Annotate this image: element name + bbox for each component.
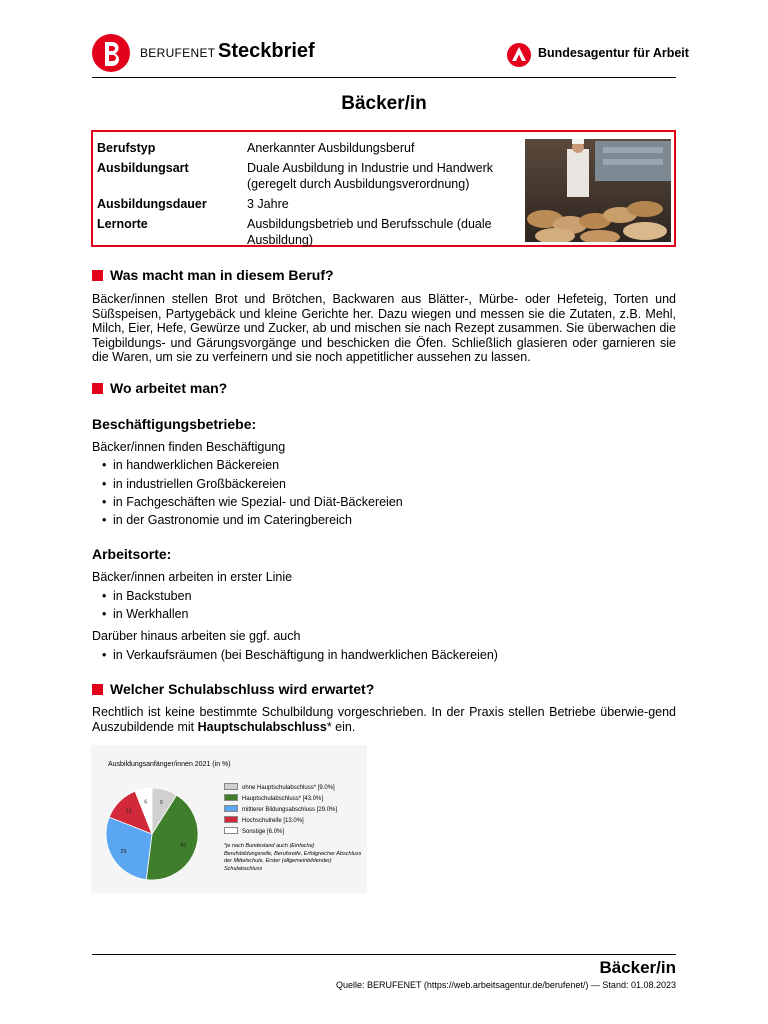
footer-source: Quelle: BERUFENET (https://web.arbeitsagentur.de/berufenet/) — Stand: 01.08.2023 (335, 980, 676, 990)
document-type: Steckbrief (218, 40, 315, 62)
legend-swatch (224, 783, 238, 790)
education-text-end: * ein. (326, 719, 356, 734)
legend-swatch (224, 827, 238, 834)
agency-logo-icon (507, 43, 531, 67)
footer-title: Bäcker/in (599, 958, 676, 977)
info-label: Berufstyp (97, 141, 156, 155)
legend-entry (224, 805, 337, 813)
info-value: Ausbildungsbetrieb und Berufsschule (duale Ausbildung) (247, 217, 492, 247)
tasks-paragraph: Bäcker/innen stellen Brot und Brötchen, Backwaren aus Blätter-, Mürbe- oder Hefeteig, Torten und Süßspeisen, Partygebäck und kleine Gerichte her. Dazu wiegen und messen sie die Zutaten, z.B. Mehl, Milch, Eier, Hefe, Gewürze und Zucker, ab und mischen sie nach Rezept zusammen. Sie überwachen die Teigbildungs- und Gärungsvorgänge und beschicken die Öfen. Schließlich glasieren oder garnieren sie die Waren, um sie zu verfeinern und sie noch appetitlicher aussehen zu lassen. (92, 292, 676, 365)
education-paragraph (92, 705, 676, 734)
section-heading-tasks (92, 267, 334, 283)
legend-label: ohne Hauptschulabschluss* [9.0%] (242, 785, 335, 791)
legend-label: Sonstige [6.0%] (242, 829, 285, 835)
list-item: • in handwerklichen Bäckereien (102, 458, 279, 472)
list-item: • in industriellen Großbäckereien (102, 477, 286, 491)
berufenet-logo-icon (92, 34, 130, 72)
legend-swatch (224, 805, 238, 812)
legend-swatch (224, 816, 238, 823)
info-label: Lernorte (97, 217, 148, 231)
page-title: Bäcker/in (341, 93, 427, 114)
section-marker-icon (92, 270, 103, 281)
section-heading-education (92, 681, 374, 697)
employers-intro: Bäcker/innen finden Beschäftigung (92, 440, 286, 454)
legend-label: Hauptschulabschluss* [43.0%] (242, 796, 324, 802)
pie-slice-label: 13 (125, 808, 132, 815)
workplaces-extra-intro: Darüber hinaus arbeiten sie ggf. auch (92, 629, 301, 643)
section-heading-text: Welcher Schulabschluss wird erwartet? (110, 681, 375, 697)
pie-slice-label: 43 (180, 843, 187, 850)
list-item: • in Fachgeschäften wie Spezial- und Diät-Bäckereien (102, 495, 403, 509)
header-divider (92, 77, 676, 78)
section-marker-icon (92, 383, 103, 394)
agency-name: Bundesagentur für Arbeit (538, 46, 689, 60)
workplaces-heading: Arbeitsorte: (92, 546, 172, 562)
pie-slice-label: 29 (120, 848, 127, 855)
education-text-start: Rechtlich ist keine bestimmte Schulbildung vorgeschrieben. In der Praxis stellen Betriebe überwie-gend Auszubildende mit (92, 705, 676, 734)
list-item: • in der Gastronomie und im Cateringbereich (102, 513, 352, 527)
legend-label: mittlerer Bildungsabschluss [29.0%] (242, 807, 338, 813)
legend-entry (224, 794, 323, 802)
education-pie-chart (91, 745, 367, 893)
pie-chart-svg (105, 787, 209, 881)
info-label: Ausbildungsdauer (97, 197, 207, 211)
legend-swatch (224, 794, 238, 801)
pie-slice-label: 6 (144, 799, 148, 806)
brand-name: BERUFENET (140, 46, 216, 60)
section-heading-text: Wo arbeitet man? (110, 380, 228, 396)
list-item: • in Werkhallen (102, 607, 189, 621)
list-item: • in Verkaufsräumen (bei Beschäftigung in handwerklichen Bäckereien) (102, 648, 498, 662)
baker-photo (525, 139, 671, 242)
legend-entry (224, 816, 304, 824)
section-marker-icon (92, 684, 103, 695)
info-value: 3 Jahre (247, 197, 289, 211)
list-item: • in Backstuben (102, 589, 192, 603)
info-value: Anerkannter Ausbildungsberuf (247, 141, 415, 155)
info-value: Duale Ausbildung in Industrie und Handwerk (geregelt durch Ausbildungsverordnung) (247, 161, 493, 191)
employers-heading: Beschäftigungsbetriebe: (92, 416, 257, 432)
education-text-bold: Hauptschulabschluss (197, 719, 327, 734)
profile-infobox (91, 130, 676, 247)
pie-slice-label: 9 (159, 800, 163, 807)
chart-title: Ausbildungsanfänger/innen 2021 (in %) (108, 761, 231, 768)
footer-divider (92, 954, 676, 955)
legend-entry (224, 783, 335, 791)
legend-entry (224, 827, 284, 835)
section-heading-workplaces (92, 380, 227, 396)
chart-footnote: *je nach Bundesland auch (Einfache) Berufsbildungsreife, Berufsreife, Erfolgreicher Abschluss der Mittelschule, Erster (allgemeinbildender) Schulabschluss (224, 843, 362, 872)
info-label: Ausbildungsart (97, 161, 189, 175)
legend-label: Hochschulreife [13.0%] (242, 818, 304, 824)
workplaces-intro: Bäcker/innen arbeiten in erster Linie (92, 570, 293, 584)
section-heading-text: Was macht man in diesem Beruf? (110, 267, 334, 283)
